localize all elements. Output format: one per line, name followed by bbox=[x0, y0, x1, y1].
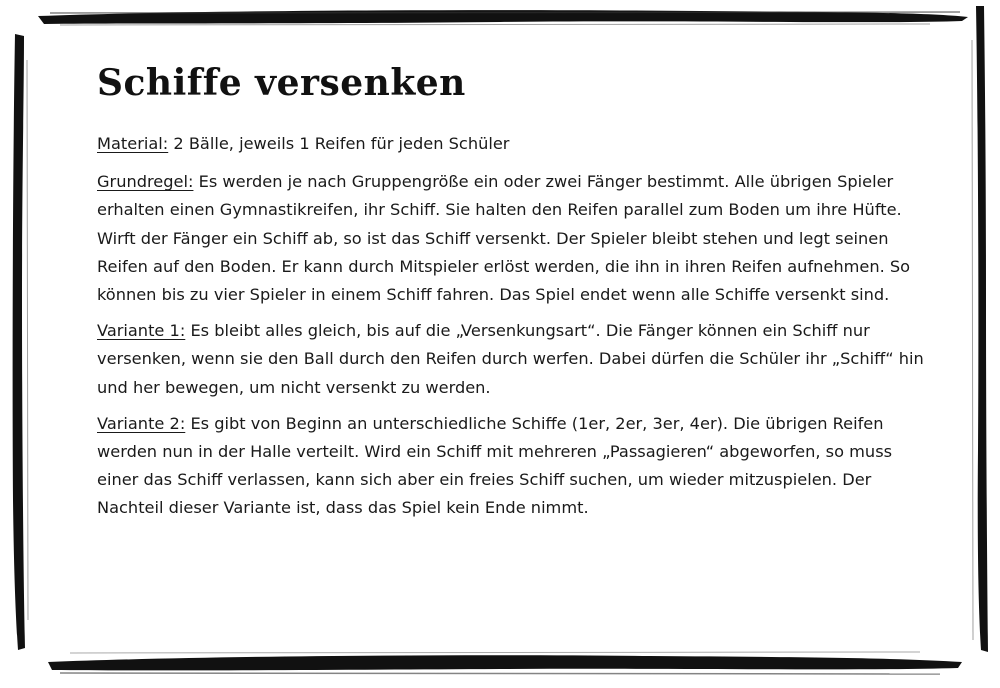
material-text: 2 Bälle, jeweils 1 Reifen für jeden Schüler bbox=[173, 134, 510, 153]
worksheet-content bbox=[97, 62, 927, 531]
grundregel-text: Es werden je nach Gruppengröße ein oder zwei Fänger bestimmt. Alle übrigen Spieler erhalten einen Gymnastikreifen, ihr Schiff. Sie halten den Reifen parallel zum Boden um ihre Hüfte. Wirft der Fänger ein Schiff ab, so ist das Schiff versenkt. Der Spieler bleibt stehen und legt seinen Reifen auf den Boden. Er kann durch Mitspieler erlöst werden, die ihn in ihren Reifen aufnehmen. So können bis zu vier Spieler in einem Schiff fahren. Das Spiel endet wenn alle Schiffe versenkt sind. bbox=[97, 172, 911, 305]
variante-1-label: Variante 1: bbox=[97, 321, 186, 341]
left-brush-stroke bbox=[13, 34, 25, 650]
page-title: Schiffe versenken bbox=[97, 62, 466, 104]
variante-1-paragraph bbox=[97, 317, 927, 402]
variante-2-label: Variante 2: bbox=[97, 413, 186, 433]
grundregel-paragraph bbox=[97, 168, 927, 309]
variante-1-text: Es bleibt alles gleich, bis auf die „Versenkungsart“. Die Fänger können ein Schiff nur versenken, wenn sie den Ball durch den Reifen durch werfen. Dabei dürfen die Schüler ihr „Schiff“ hin und her bewegen, um nicht versenkt zu werden. bbox=[97, 321, 924, 397]
material-label: Material: bbox=[97, 134, 169, 153]
bottom-brush-stroke bbox=[48, 655, 962, 670]
variante-2-paragraph bbox=[97, 410, 927, 523]
right-brush-stroke bbox=[976, 6, 988, 652]
grundregel-label: Grundregel: bbox=[97, 172, 194, 192]
material-paragraph bbox=[97, 130, 927, 158]
variante-2-text: Es gibt von Beginn an unterschiedliche Schiffe (1er, 2er, 3er, 4er). Die übrigen Reifen werden nun in der Halle verteilt. Wird ein Schiff mit mehreren „Passagieren“ abgeworfen, so muss einer das Schiff verlassen, kann sich aber ein freies Schiff suchen, um wieder mitzuspielen. Der Nachteil dieser Variante ist, dass das Spiel kein Ende nimmt. bbox=[97, 413, 893, 518]
